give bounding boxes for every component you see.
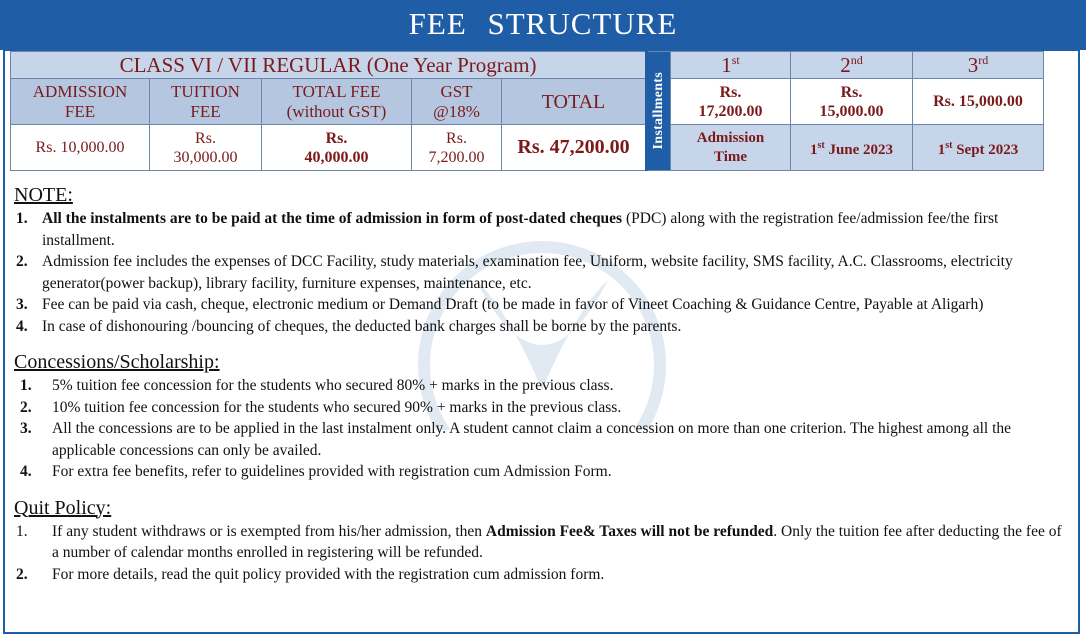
tuition-fee-l2: 30,000.00 (173, 148, 238, 166)
concession-item (14, 375, 1064, 397)
note-item-number: 3. (16, 296, 28, 313)
note-item (14, 316, 1064, 338)
installment-2-time-post: June 2023 (824, 141, 894, 158)
installment-3-time (913, 125, 1044, 171)
total-amount: Rs. 47,200.00 (517, 136, 630, 158)
admission-fee-amount: Rs. 10,000.00 (35, 139, 125, 156)
installment-3-amount (913, 79, 1044, 125)
note-title: NOTE: (14, 184, 73, 206)
quit-policy-item (14, 564, 1064, 586)
installment-2-time (791, 125, 913, 171)
gst-header-l1: GST (440, 81, 473, 101)
note-item (14, 208, 1064, 251)
note-item-number: 1. (16, 210, 28, 227)
installment-1-time-l2: Time (713, 148, 748, 165)
installment-2-amount-l1: Rs. (840, 83, 863, 101)
concessions-title: Concessions/Scholarship: (14, 351, 220, 373)
total-fee-header (262, 79, 412, 125)
installment-2-time-sup: st (817, 139, 825, 151)
total-fee-header-l2: (without GST) (286, 101, 387, 121)
total-header (502, 79, 647, 125)
concession-item-number: 3. (20, 420, 32, 437)
total-fee-header-l1: TOTAL FEE (292, 81, 381, 101)
concession-item-text: For extra fee benefits, refer to guidelines provided with registration cum Admission Form. (52, 463, 612, 480)
gst-value (412, 125, 502, 171)
installment-3-ord: 3 (967, 52, 979, 77)
installment-3-time-pre: 1 (937, 141, 946, 158)
gst-l2: 7,200.00 (428, 148, 485, 166)
quit-policy-item-number: 2. (16, 565, 28, 583)
concession-item-text: 5% tuition fee concession for the students who secured 80% + marks in the previous class. (52, 377, 614, 394)
installment-1-ord: 1 (721, 52, 732, 77)
quit-policy-item-text: If any student withdraws or is exempted from his/her admission, then (52, 522, 486, 540)
note-item (14, 294, 1064, 316)
concession-item-number: 2. (20, 398, 32, 416)
note-item-bold-text: All the instalments are to be paid at the time of admission in form of post-dated cheques (42, 210, 623, 227)
installment-3-sup: rd (978, 52, 989, 67)
admission-fee-header (11, 79, 150, 125)
installment-1-header (671, 52, 791, 79)
note-item-text: Admission fee includes the expenses of DCC Facility, study materials, examination fee, Uniform, website facility, SMS facility, A.C. Classrooms, electricity generator(power backup), library facility, furniture expenses, maintenance, etc. (42, 253, 1013, 292)
installment-2-amount (791, 79, 913, 125)
class-title: CLASS VI / VII REGULAR (One Year Program) (119, 52, 537, 77)
installment-2-amount-l2: 15,000.00 (819, 102, 884, 120)
installment-2-ord: 2 (840, 52, 851, 77)
concession-item (14, 418, 1064, 461)
installment-2-sup: nd (850, 52, 863, 67)
note-item-text: In case of dishonouring /bouncing of cheques, the deducted bank charges shall be borne by the parents. (42, 317, 682, 335)
total-fee-l1: Rs. (325, 129, 348, 147)
installment-3-amount-value: Rs. 15,000.00 (933, 93, 1023, 110)
installment-1-amount-l2: 17,200.00 (698, 102, 763, 120)
concessions-list (14, 375, 1064, 483)
installment-2-header (791, 52, 913, 79)
tuition-fee-value (150, 125, 262, 171)
concession-item-text: All the concessions are to be applied in the last instalment only. A student cannot claim a concession on more than one criterion. The highest among all the applicable concessions can only be availed. (52, 420, 1012, 459)
note-item-number: 2. (16, 253, 28, 270)
note-item-text: (PDC) along with the registration fee/admission fee/the first installment. (42, 210, 999, 249)
gst-header (412, 79, 502, 125)
concession-item (14, 397, 1064, 419)
quit-policy-item-text: For more details, read the quit policy provided with the registration cum admission form. (52, 565, 605, 583)
banner-title: FEE STRUCTURE (408, 6, 678, 41)
quit-policy-item-bold-text: Admission Fee& Taxes will not be refunded (485, 522, 774, 540)
total-value (502, 125, 647, 171)
class-title-cell (11, 52, 647, 79)
concession-item-number: 4. (20, 463, 32, 480)
tuition-fee-l1: Rs. (195, 129, 216, 147)
installment-1-sup: st (731, 52, 740, 67)
total-fee-l2: 40,000.00 (304, 148, 369, 166)
admission-fee-header-l1: ADMISSION (32, 81, 128, 101)
installment-3-time-post: Sept 2023 (952, 141, 1019, 158)
admission-fee-value (11, 125, 150, 171)
installment-1-amount-l1: Rs. (719, 83, 742, 101)
quit-policy-item-text-post: . Only the tuition fee after deducting the fee of a number of calendar months enrolled in registering will be refunded. (52, 522, 1062, 561)
total-fee-value (262, 125, 412, 171)
installment-3-header (913, 52, 1044, 79)
concession-item-number: 1. (20, 377, 32, 394)
fee-table (10, 51, 1044, 171)
installments-label: Installments (651, 72, 666, 150)
quit-policy-item-number: 1. (16, 522, 28, 540)
fee-structure-banner (0, 0, 1086, 50)
note-item-text: Fee can be paid via cash, cheque, electronic medium or Demand Draft (to be made in favor of Vineet Coaching & Guidance Centre, Payable at Aligarh) (42, 296, 984, 313)
tuition-fee-header (150, 79, 262, 125)
note-list (14, 208, 1064, 337)
tuition-fee-header-l2: FEE (190, 101, 221, 121)
installment-2-time-pre: 1 (809, 141, 818, 158)
quit-policy-list (14, 521, 1064, 586)
note-item (14, 251, 1064, 294)
gst-header-l2: @18% (433, 101, 480, 121)
installment-1-time-l1: Admission (696, 129, 765, 146)
concession-item-text: 10% tuition fee concession for the students who secured 90% + marks in the previous class. (52, 398, 622, 416)
note-item-number: 4. (16, 317, 28, 335)
total-header-label: TOTAL (541, 90, 606, 113)
installment-3-time-sup: st (945, 139, 953, 151)
installment-1-amount (671, 79, 791, 125)
quit-policy-item (14, 521, 1064, 564)
installments-label-cell (647, 52, 671, 171)
quit-policy-title: Quit Policy: (14, 496, 112, 519)
installment-1-time (671, 125, 791, 171)
admission-fee-header-l2: FEE (64, 101, 96, 121)
tuition-fee-header-l1: TUITION (171, 81, 240, 101)
notes-section (14, 183, 1064, 585)
concession-item (14, 461, 1064, 483)
gst-l1: Rs. (446, 129, 467, 147)
